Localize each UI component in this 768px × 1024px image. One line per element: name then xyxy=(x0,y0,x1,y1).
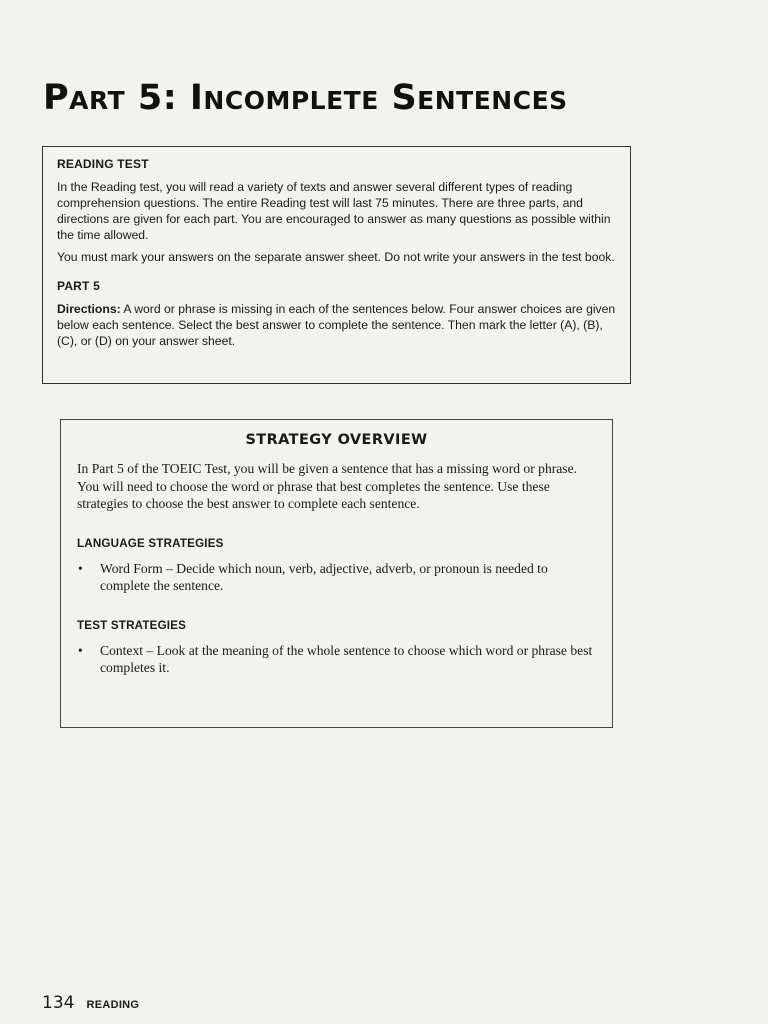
directions-label: Directions: xyxy=(57,302,121,316)
bullet-icon: • xyxy=(78,642,83,658)
bullet-icon: • xyxy=(78,560,83,576)
part-heading: PART 5 xyxy=(57,279,100,293)
answer-sheet-note: You must mark your answers on the separate answer sheet. Do not write your answers in the test book. xyxy=(57,250,615,264)
test-strategy-item xyxy=(77,642,596,677)
reading-test-box xyxy=(42,146,631,384)
test-strategy-text: Context – Look at the meaning of the whole sentence to choose which word or phrase best completes it. xyxy=(100,642,593,675)
strategy-intro: In Part 5 of the TOEIC Test, you will be given a sentence that has a missing word or phrase. You will need to choose the word or phrase that best completes the sentence. Use these strategies to choose the best answer to complete each sentence. xyxy=(77,461,578,511)
directions-text: A word or phrase is missing in each of the sentences below. Four answer choices are given below each sentence. Select the best answer to complete the sentence. Then mark the letter (A), (B), (C), or (D) on your answer sheet. xyxy=(57,302,616,348)
page-footer xyxy=(42,993,139,1013)
strategy-overview-box xyxy=(60,419,613,728)
language-strategies-heading: LANGUAGE STRATEGIES xyxy=(77,536,224,550)
language-strategy-text: Word Form – Decide which noun, verb, adjective, adverb, or pronoun is needed to complete the sentence. xyxy=(100,560,548,593)
page-number: 134 xyxy=(42,993,75,1013)
section-label: READING xyxy=(86,999,140,1011)
language-strategy-item xyxy=(77,560,596,595)
reading-test-heading: READING TEST xyxy=(57,157,149,171)
test-strategies-heading: TEST STRATEGIES xyxy=(77,618,187,632)
reading-test-intro: In the Reading test, you will read a variety of texts and answer several different types of reading comprehension questions. The entire Reading test will last 75 minutes. There are three parts, and directions are given for each part. You are encouraged to answer as many questions as possible within the time allowed. xyxy=(57,180,611,242)
page-title: Part 5: Incomplete Sentences xyxy=(43,78,568,118)
strategy-heading: STRATEGY OVERVIEW xyxy=(245,432,428,448)
directions xyxy=(57,301,616,349)
